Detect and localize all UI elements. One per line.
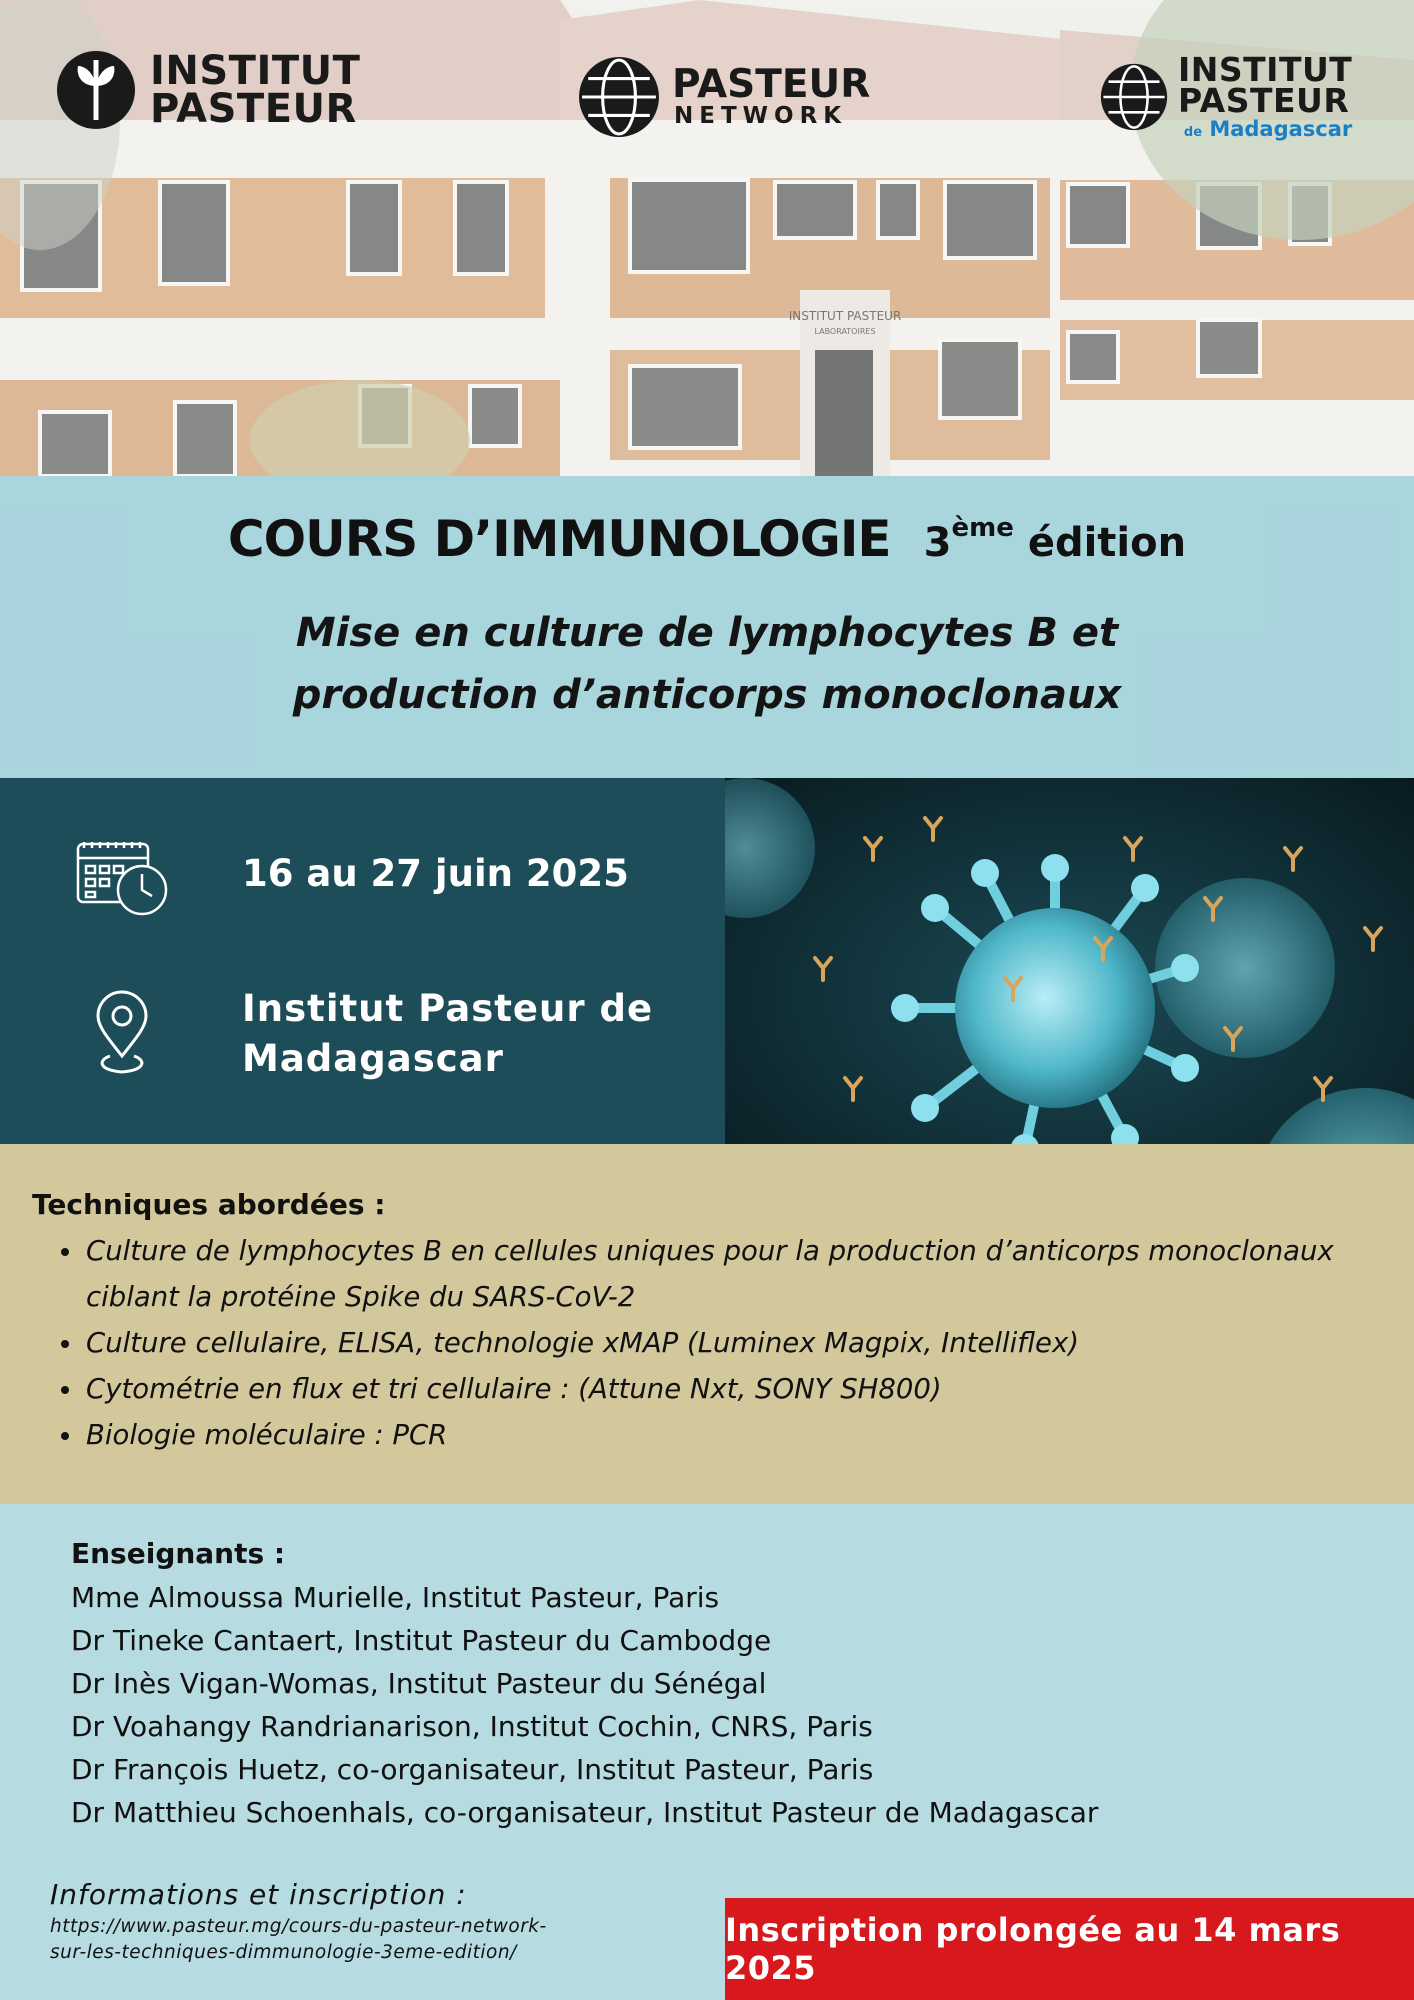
- url-line2[interactable]: sur-les-techniques-dimmunologie-3eme-edition/: [50, 1942, 517, 1963]
- institut-pasteur-madagascar-logo: [1100, 50, 1353, 141]
- list-item: • Biologie moléculaire : PCR: [84, 1412, 1414, 1458]
- list-item: • Culture cellulaire, ELISA, technologie xMAP (Luminex Magpix, Intelliflex): [84, 1320, 1414, 1366]
- registration-deadline-banner: Inscription prolongée au 14 mars 2025: [725, 1898, 1414, 2000]
- edition-number: 3: [923, 520, 952, 566]
- list-item: Dr Tineke Cantaert, Institut Pasteur du Cambodge: [71, 1624, 772, 1657]
- globe-icon: [1100, 63, 1168, 131]
- logo-pn-line1: PASTEUR: [672, 61, 871, 107]
- list-item: • Cytométrie en flux et tri cellulaire : (Attune Nxt, SONY SH800): [84, 1366, 1414, 1412]
- location-line2: Madagascar: [242, 1037, 504, 1080]
- event-date: 16 au 27 juin 2025: [242, 852, 629, 895]
- event-info-panel: [0, 778, 725, 1144]
- subtitle-line1: Mise en culture de lymphocytes B et: [295, 610, 1119, 656]
- location-line1: Institut Pasteur de: [242, 987, 654, 1030]
- logo-pn-line2: NETWORK: [674, 102, 848, 129]
- edition-word: édition: [1027, 520, 1187, 566]
- teachers-list: [71, 1576, 1098, 1834]
- logo-ipm-line2: PASTEUR: [1178, 81, 1350, 121]
- location-pin-icon: [92, 990, 152, 1080]
- logo-ip-line1: INSTITUT: [150, 48, 361, 94]
- subtitle-line2: production d’anticorps monoclonaux: [292, 672, 1122, 718]
- logo-ipm-prefix: de: [1183, 124, 1203, 140]
- photo-sign-line1: INSTITUT PASTEUR: [788, 309, 902, 323]
- url-line1[interactable]: https://www.pasteur.mg/cours-du-pasteur-network-: [50, 1916, 547, 1937]
- list-item: Mme Almoussa Murielle, Institut Pasteur, Paris: [71, 1581, 720, 1614]
- registration-link[interactable]: [50, 1914, 650, 1966]
- course-subtitle: [120, 602, 1294, 726]
- logo-ipm-line1: INSTITUT: [1178, 50, 1353, 89]
- calendar-clock-icon: [76, 838, 170, 922]
- techniques-list: [50, 1228, 1414, 1458]
- info-heading: Informations et inscription :: [50, 1878, 467, 1911]
- course-edition: [923, 512, 1187, 566]
- list-item: Dr Matthieu Schoenhals, co-organisateur, Institut Pasteur de Madagascar: [71, 1796, 1099, 1829]
- course-title: [0, 510, 1414, 568]
- techniques-heading: Techniques abordées :: [32, 1188, 386, 1221]
- list-item: Dr Voahangy Randrianarison, Institut Cochin, CNRS, Paris: [71, 1710, 873, 1743]
- list-item: Dr François Huetz, co-organisateur, Institut Pasteur, Paris: [71, 1753, 874, 1786]
- photo-sign-line2: LABORATOIRES: [814, 327, 876, 336]
- list-item: • Culture de lymphocytes B en cellules uniques pour la production d’anticorps monoclonaux ciblant la protéine Spike du SARS-CoV-2: [84, 1228, 1414, 1320]
- institut-pasteur-logo: [56, 50, 360, 130]
- pasteur-network-logo: [578, 56, 870, 138]
- logo-ipm-country: Madagascar: [1209, 116, 1353, 141]
- teachers-heading: Enseignants :: [71, 1537, 286, 1570]
- globe-icon: [578, 56, 660, 138]
- event-location: [242, 984, 653, 1084]
- course-title-main: COURS D’IMMUNOLOGIE: [227, 510, 891, 568]
- pasteur-emblem-icon: [56, 50, 136, 130]
- list-item: Dr Inès Vigan-Womas, Institut Pasteur du Sénégal: [71, 1667, 767, 1700]
- edition-suffix: ème: [951, 512, 1014, 543]
- logo-ip-line2: PASTEUR: [150, 86, 357, 132]
